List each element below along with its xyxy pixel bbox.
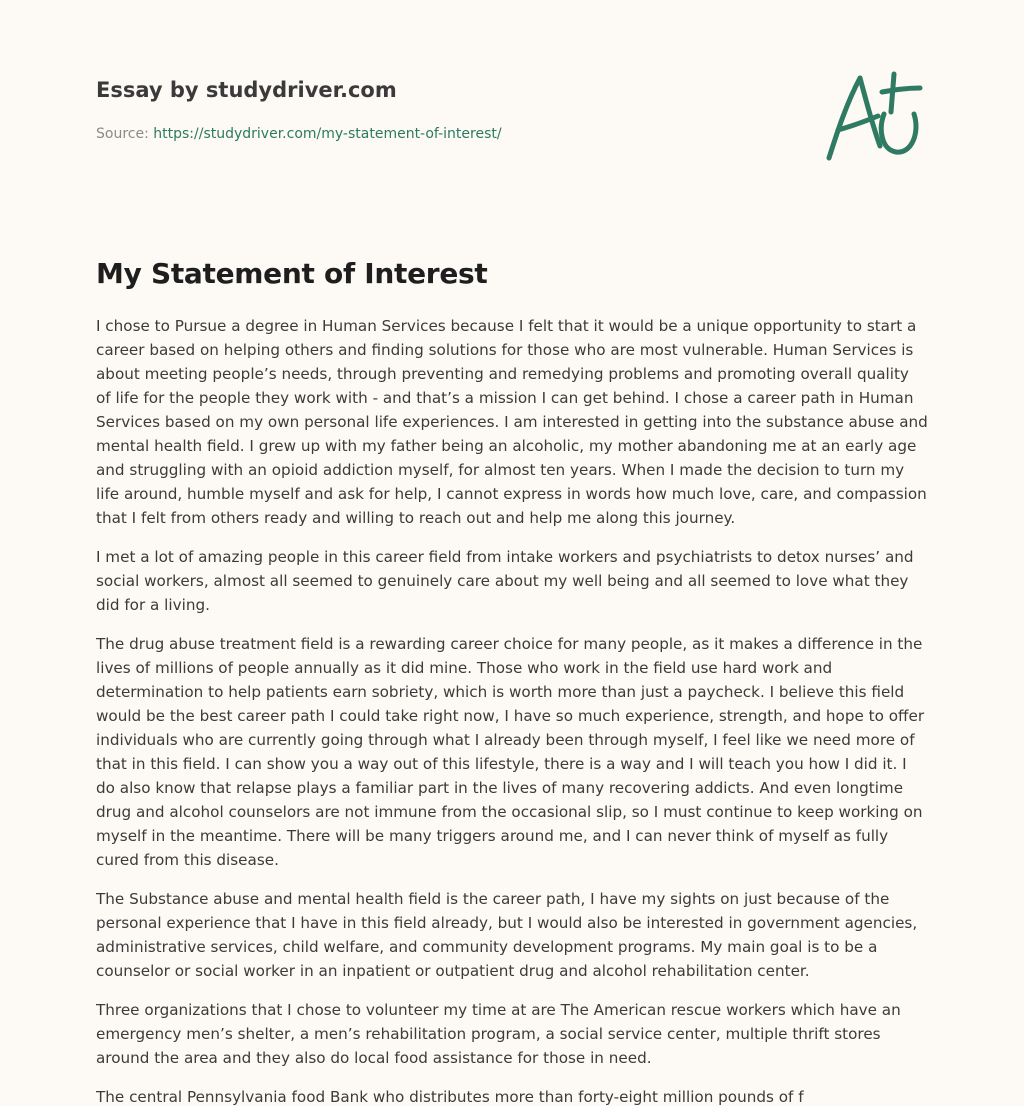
a-plus-logo-icon	[820, 66, 930, 166]
essay-paragraph: The drug abuse treatment field is a rewarding career choice for many people, as it makes a difference in the lives of millions of people annually as it did mine. Those who work in the field use hard work and determination to help patients earn sobriety, which is worth more than just a paycheck. I believe this field would be the best career path I could take right now, I have so much experience, strength, and hope to offer individuals who are currently going through what I already been through myself, I feel like we need more of that in this field. I can show you a way out of this lifestyle, there is a way and I will teach you how I did it. I do also know that relapse plays a familiar part in the lives of many recovering addicts. And even longtime drug and alcohol counselors are not immune from the occasional slip, so I must continue to keep working on myself in the meantime. There will be many triggers around me, and I can never think of myself as fully cured from this disease.	[96, 635, 925, 869]
essay-title: My Statement of Interest	[96, 257, 488, 290]
source-link[interactable]: https://studydriver.com/my-statement-of-interest/	[153, 126, 502, 142]
source-label: Source:	[96, 126, 149, 142]
source-line	[96, 124, 796, 144]
essay-paragraph: Three organizations that I chose to volunteer my time at are The American rescue workers which have an emergency men’s shelter, a men’s rehabilitation program, a social service center, multiple thrift stores around the area and they also do local food assistance for those in need.	[96, 1001, 901, 1067]
site-title: Essay by studydriver.com	[96, 78, 397, 102]
document-header	[96, 76, 796, 144]
essay-paragraph: The Substance abuse and mental health field is the career path, I have my sights on just because of the personal experience that I have in this field already, but I would also be interested in government agencies, administrative services, child welfare, and community development programs. My main goal is to be a counselor or social worker in an inpatient or outpatient drug and alcohol rehabilitation center.	[96, 890, 918, 980]
essay-paragraph: I met a lot of amazing people in this career field from intake workers and psychiatrists to detox nurses’ and social workers, almost all seemed to genuinely care about my well being and all seemed to love what they did for a living.	[96, 548, 914, 614]
essay-paragraph: The central Pennsylvania food Bank who distributes more than forty-eight million pounds of f	[96, 1088, 804, 1106]
essay-paragraph: I chose to Pursue a degree in Human Services because I felt that it would be a unique opportunity to start a career based on helping others and finding solutions for those who are most vulnerable. Human Services is about meeting people’s needs, through preventing and remedying problems and promoting overall quality of life for the people they work with - and that’s a mission I can get behind. I chose a career path in Human Services based on my own personal life experiences. I am interested in getting into the substance abuse and mental health field. I grew up with my father being an alcoholic, my mother abandoning me at an early age and struggling with an opioid addiction myself, for almost ten years. When I made the decision to turn my life around, humble myself and ask for help, I cannot express in words how much love, care, and compassion that I felt from others ready and willing to reach out and help me along this journey.	[96, 317, 928, 527]
essay-body	[96, 314, 928, 1106]
